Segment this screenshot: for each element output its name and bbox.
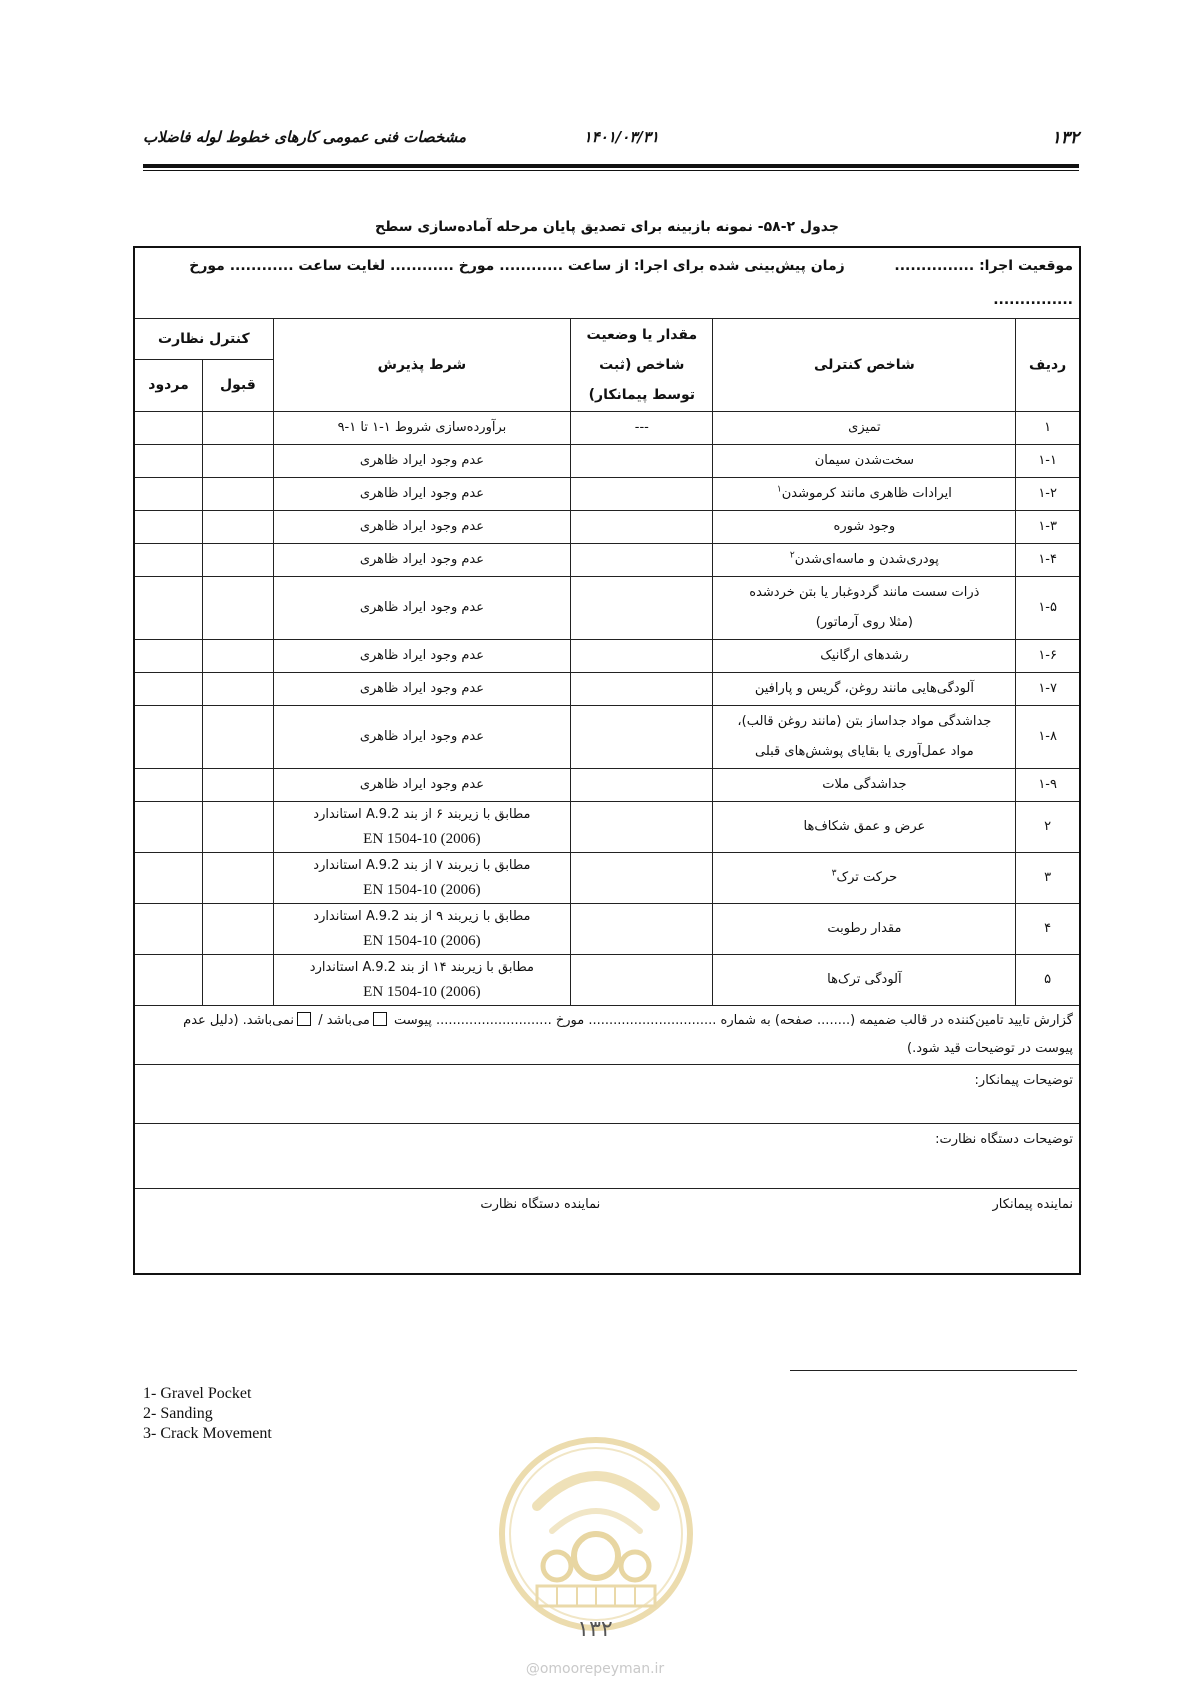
table-row	[134, 640, 1080, 673]
page-header	[143, 128, 1079, 150]
col-row-header: ردیف	[1016, 319, 1080, 412]
header-rule-thin	[143, 170, 1079, 171]
info-row	[134, 247, 1080, 319]
value-cell[interactable]	[571, 577, 713, 640]
col-value-header: مقدار یا وضعیت شاخص (ثبت توسط پیمانکار)	[571, 319, 713, 412]
indicator-cell: ذرات سست مانند گردوغبار یا بتن خردشده (مثلا روی آرماتور)	[713, 577, 1016, 640]
col-indicator-header: شاخص کنترلی	[713, 319, 1016, 412]
accept-cell[interactable]	[203, 478, 274, 511]
supervisor-rep-label: نماینده دستگاه نظارت	[480, 1197, 601, 1212]
acceptance-cell: عدم وجود ایراد ظاهری	[273, 445, 570, 478]
indicator-cell: آلودگی ترک‌ها	[713, 955, 1016, 1006]
not-attached-checkbox[interactable]	[297, 1012, 311, 1026]
indicator-cell: جداشدگی مواد جداساز بتن (مانند روغن قالب)، مواد عمل‌آوری یا بقایای پوشش‌های قبلی	[713, 706, 1016, 769]
acceptance-cell: عدم وجود ایراد ظاهری	[273, 673, 570, 706]
indicator-cell: حرکت ترک$^۳$	[713, 853, 1016, 904]
table-caption: جدول ۲-۵۸- نمونه بازبینه برای تصدیق پایان مرحله آماده‌سازی سطح	[375, 219, 839, 235]
accept-cell[interactable]	[203, 904, 274, 955]
supervisor-notes-field[interactable]	[134, 1124, 1080, 1189]
checklist-rows	[134, 412, 1080, 1006]
footnote-marker: ۲	[789, 550, 795, 561]
footnote-marker: ۱	[776, 484, 782, 495]
contractor-notes-row	[134, 1065, 1080, 1124]
row-number-cell: ۱-۵	[1016, 577, 1080, 640]
table-row	[134, 853, 1080, 904]
accept-cell[interactable]	[203, 412, 274, 445]
reject-cell[interactable]	[134, 412, 203, 445]
location-field: موقعیت اجرا: ...............	[894, 258, 1073, 274]
accept-cell[interactable]	[203, 769, 274, 802]
reject-cell[interactable]	[134, 904, 203, 955]
value-cell[interactable]	[571, 706, 713, 769]
accept-cell[interactable]	[203, 640, 274, 673]
report-is-not-label: نمی‌باشد. (دلیل عدم	[183, 1013, 295, 1028]
acceptance-cell: مطابق با زیربند ۷ از بند A.9.2 استاندارد EN 1504-10 (2006)	[273, 853, 570, 904]
accept-cell[interactable]	[203, 673, 274, 706]
row-number-cell: ۱-۲	[1016, 478, 1080, 511]
accept-cell[interactable]	[203, 544, 274, 577]
contractor-notes-field[interactable]	[134, 1065, 1080, 1124]
footnote-3: 3- Crack Movement	[143, 1425, 272, 1442]
row-number-cell: ۱-۴	[1016, 544, 1080, 577]
reject-cell[interactable]	[134, 802, 203, 853]
row-number-cell: ۳	[1016, 853, 1080, 904]
signature-row	[134, 1189, 1080, 1275]
reject-cell[interactable]	[134, 640, 203, 673]
accept-cell[interactable]	[203, 706, 274, 769]
value-cell[interactable]	[571, 511, 713, 544]
value-cell[interactable]: ---	[571, 412, 713, 445]
attached-checkbox[interactable]	[373, 1012, 387, 1026]
supervisor-notes-label: توضیحات دستگاه نظارت:	[935, 1132, 1073, 1147]
row-number-cell: ۱-۶	[1016, 640, 1080, 673]
indicator-cell: مقدار رطوبت	[713, 904, 1016, 955]
row-number-cell: ۵	[1016, 955, 1080, 1006]
watermark-seal-icon	[497, 1436, 695, 1632]
table-row	[134, 955, 1080, 1006]
acceptance-cell: عدم وجود ایراد ظاهری	[273, 511, 570, 544]
accept-cell[interactable]	[203, 853, 274, 904]
acceptance-cell: عدم وجود ایراد ظاهری	[273, 544, 570, 577]
col-accept-header: قبول	[203, 359, 274, 411]
header-page-number: ۱۳۲	[1051, 128, 1079, 148]
acceptance-cell: مطابق با زیربند ۱۴ از بند A.9.2 استاندارد EN 1504-10 (2006)	[273, 955, 570, 1006]
footnote-marker: ۳	[831, 868, 837, 879]
schedule-field: زمان پیش‌بینی شده برای اجرا: از ساعت ............ مورخ ............ لغایت ساعت ............ مورخ ...............	[189, 258, 1073, 308]
indicator-cell: سخت‌شدن سیمان	[713, 445, 1016, 478]
reject-cell[interactable]	[134, 445, 203, 478]
col-reject-header: مردود	[134, 359, 203, 411]
accept-cell[interactable]	[203, 577, 274, 640]
table-row	[134, 802, 1080, 853]
supervisor-notes-row	[134, 1124, 1080, 1189]
row-number-cell: ۱-۷	[1016, 673, 1080, 706]
value-cell[interactable]	[571, 904, 713, 955]
reject-cell[interactable]	[134, 511, 203, 544]
indicator-cell: رشدهای ارگانیک	[713, 640, 1016, 673]
reject-cell[interactable]	[134, 478, 203, 511]
value-cell[interactable]	[571, 955, 713, 1006]
table-row	[134, 445, 1080, 478]
value-cell[interactable]	[571, 802, 713, 853]
accept-cell[interactable]	[203, 955, 274, 1006]
col-supervision-header: کنترل نظارت	[134, 319, 273, 360]
website-watermark: @omoorepeyman.ir	[525, 1661, 665, 1677]
acceptance-cell: عدم وجود ایراد ظاهری	[273, 706, 570, 769]
reject-cell[interactable]	[134, 544, 203, 577]
footnote-rule	[790, 1370, 1077, 1371]
reject-cell[interactable]	[134, 853, 203, 904]
header-rule-thick	[143, 164, 1079, 168]
value-cell[interactable]	[571, 673, 713, 706]
accept-cell[interactable]	[203, 802, 274, 853]
reject-cell[interactable]	[134, 955, 203, 1006]
acceptance-cell: عدم وجود ایراد ظاهری	[273, 640, 570, 673]
footnotes	[143, 1384, 272, 1444]
row-number-cell: ۱-۳	[1016, 511, 1080, 544]
indicator-cell: پودری‌شدن و ماسه‌ای‌شدن$^۲$	[713, 544, 1016, 577]
bottom-page-number: ۱۳۲	[577, 1617, 613, 1642]
accept-cell[interactable]	[203, 445, 274, 478]
value-cell[interactable]	[571, 478, 713, 511]
reject-cell[interactable]	[134, 577, 203, 640]
header-title: مشخصات فنی عمومی کارهای خطوط لوله فاضلاب	[143, 128, 467, 146]
report-row	[134, 1006, 1080, 1065]
contractor-notes-label: توضیحات پیمانکار:	[974, 1073, 1073, 1088]
acceptance-cell: عدم وجود ایراد ظاهری	[273, 478, 570, 511]
column-header-row	[134, 319, 1080, 360]
row-number-cell: ۱	[1016, 412, 1080, 445]
table-row	[134, 412, 1080, 445]
row-number-cell: ۱-۸	[1016, 706, 1080, 769]
indicator-cell: عرض و عمق شکاف‌ها	[713, 802, 1016, 853]
table-row	[134, 904, 1080, 955]
value-cell[interactable]	[571, 853, 713, 904]
contractor-rep-label: نماینده پیمانکار	[992, 1197, 1073, 1212]
accept-cell[interactable]	[203, 511, 274, 544]
reject-cell[interactable]	[134, 673, 203, 706]
value-cell[interactable]	[571, 640, 713, 673]
reject-cell[interactable]	[134, 769, 203, 802]
value-cell[interactable]	[571, 445, 713, 478]
report-is-label: می‌باشد /	[318, 1013, 370, 1028]
report-text: گزارش تایید تامین‌کننده در قالب ضمیمه (........ صفحه) به شماره ............................... مورخ ............................ پیوست	[393, 1013, 1073, 1028]
indicator-cell: وجود شوره	[713, 511, 1016, 544]
value-cell[interactable]	[571, 769, 713, 802]
value-cell[interactable]	[571, 544, 713, 577]
acceptance-cell: مطابق با زیربند ۶ از بند A.9.2 استاندارد EN 1504-10 (2006)	[273, 802, 570, 853]
table-row	[134, 544, 1080, 577]
table-row	[134, 478, 1080, 511]
table-row	[134, 769, 1080, 802]
footnote-1: 1- Gravel Pocket	[143, 1385, 252, 1402]
indicator-cell: تمیزی	[713, 412, 1016, 445]
col-acceptance-header: شرط پذیرش	[273, 319, 570, 412]
table-row	[134, 577, 1080, 640]
acceptance-cell: عدم وجود ایراد ظاهری	[273, 769, 570, 802]
acceptance-cell: مطابق با زیربند ۹ از بند A.9.2 استاندارد EN 1504-10 (2006)	[273, 904, 570, 955]
header-date: ۱۴۰۱/۰۳/۳۱	[583, 128, 659, 146]
indicator-cell: ایرادات ظاهری مانند کرموشدن$^۱$	[713, 478, 1016, 511]
row-number-cell: ۱-۹	[1016, 769, 1080, 802]
acceptance-cell: برآورده‌سازی شروط ۱-۱ تا ۱-۹	[273, 412, 570, 445]
reject-cell[interactable]	[134, 706, 203, 769]
report-text-line2: پیوست در توضیحات قید شود.)	[907, 1041, 1073, 1056]
table-row	[134, 706, 1080, 769]
checklist-table	[133, 246, 1081, 1275]
indicator-cell: آلودگی‌هایی مانند روغن، گریس و پارافین	[713, 673, 1016, 706]
table-row	[134, 673, 1080, 706]
acceptance-cell: عدم وجود ایراد ظاهری	[273, 577, 570, 640]
indicator-cell: جداشدگی ملات	[713, 769, 1016, 802]
table-row	[134, 511, 1080, 544]
footnote-2: 2- Sanding	[143, 1405, 213, 1422]
row-number-cell: ۴	[1016, 904, 1080, 955]
row-number-cell: ۱-۱	[1016, 445, 1080, 478]
row-number-cell: ۲	[1016, 802, 1080, 853]
